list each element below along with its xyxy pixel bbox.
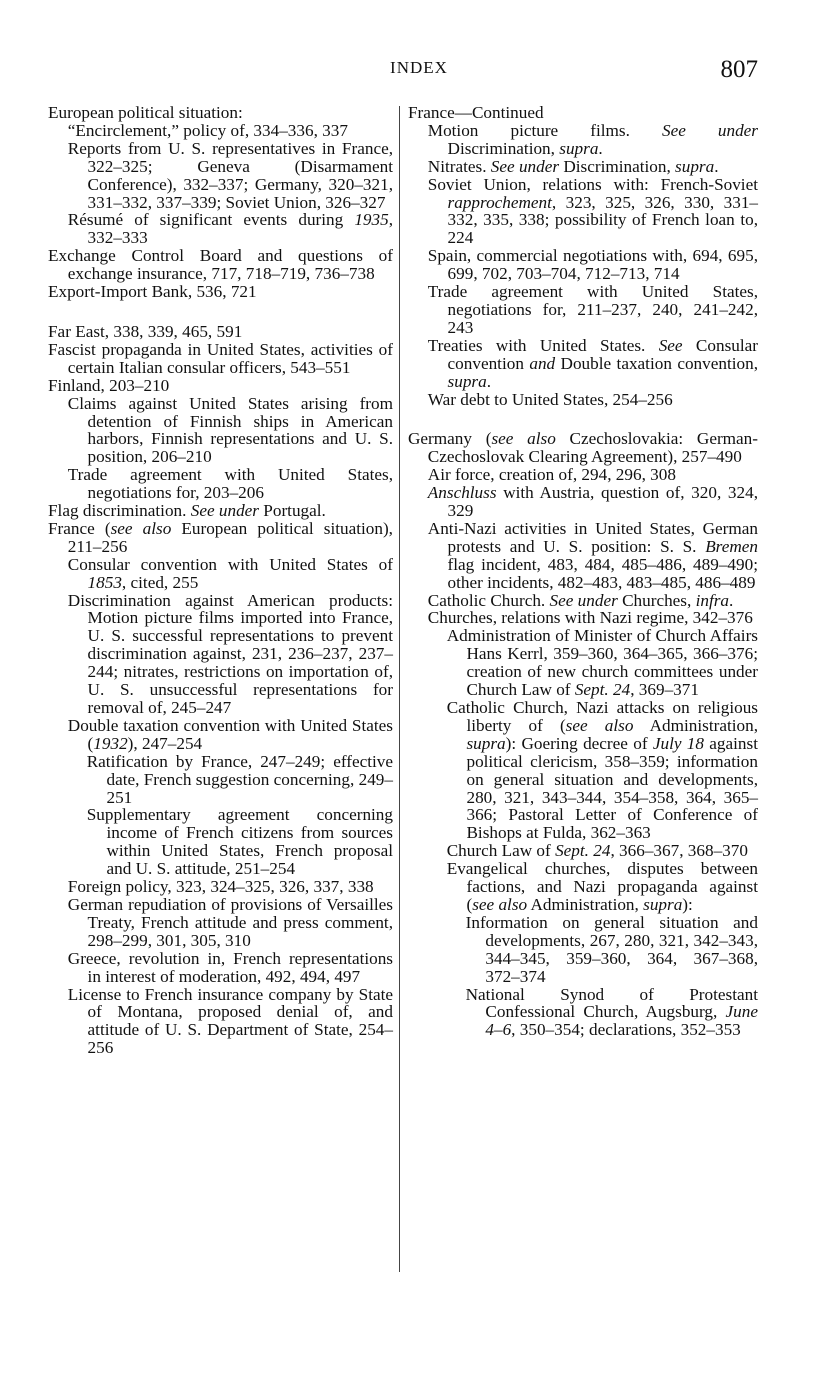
- index-entry: Church Law of Sept. 24, 366–367, 368–370: [446, 841, 748, 861]
- index-entry: Air force, creation of, 294, 296, 308: [427, 465, 676, 485]
- index-entry: France (see also European political situation), 211–256: [48, 518, 393, 556]
- index-entry: Fascist propaganda in United States, activities of certain Italian consular officers, 543–551: [48, 339, 393, 377]
- index-entry: France—Continued: [408, 103, 544, 122]
- index-entry: Double taxation convention with United States (1932), 247–254: [67, 715, 393, 753]
- index-entry: License to French insurance company by State of Montana, proposed denial of, and attitude of U. S. Department of State, 254–256: [67, 984, 393, 1058]
- index-entry: Exchange Control Board and questions of exchange insurance, 717, 718–719, 736–738: [48, 246, 393, 284]
- section-gap: [48, 301, 393, 323]
- index-entry: Evangelical churches, disputes between factions, and Nazi propaganda against (see also Administration, supra):: [446, 859, 758, 914]
- index-entry: Spain, commercial negotiations with, 694, 695, 699, 702, 703–704, 712–713, 714: [427, 246, 758, 284]
- running-head: INDEX: [390, 58, 448, 77]
- index-entry: Churches, relations with Nazi regime, 342–376: [427, 608, 753, 628]
- column-divider: [399, 106, 400, 1272]
- index-entry: Soviet Union, relations with: French-Soviet rapprochement, 323, 325, 326, 330, 331–332, 335, 338; possibility of French loan to, 224: [427, 174, 758, 248]
- page-number: 807: [720, 56, 758, 83]
- index-entry: Foreign policy, 323, 324–325, 326, 337, 338: [67, 877, 374, 897]
- index-entry: Anschluss with Austria, question of, 320, 324, 329: [427, 483, 758, 521]
- index-entry: War debt to United States, 254–256: [427, 389, 673, 409]
- index-entry: Finland, 203–210: [48, 375, 170, 395]
- index-entry: Trade agreement with United States, negotiations for, 203–206: [67, 465, 393, 503]
- index-entry: Flag discrimination. See under Portugal.: [48, 501, 326, 521]
- index-entry: Supplementary agreement concerning income of French citizens from sources within United States, French proposal and U. S. attitude, 251–254: [86, 805, 393, 879]
- index-entry: Treaties with United States. See Consular convention and Double taxation convention, supra.: [427, 335, 758, 391]
- index-entry: Catholic Church. See under Churches, infra.: [427, 590, 734, 610]
- index-entry: Catholic Church, Nazi attacks on religious liberty of (see also Administration, supra): Goering decree of July 18 against political clericism, 358–359; information on general situation and developments, 280, 321, 343–344, 354–358, 364, 365–366; Pastoral Letter of Conference of Bishops at Fulda, 362–363: [446, 698, 758, 843]
- index-entry: Greece, revolution in, French representations in interest of moderation, 492, 494, 497: [67, 948, 393, 986]
- index-entry: Germany (see also Czechoslovakia: German-Czechoslovak Clearing Agreement), 257–490: [408, 429, 758, 467]
- index-entry: Information on general situation and developments, 267, 280, 321, 342–343, 344–345, 359–360, 364, 367–368, 372–374: [465, 912, 758, 986]
- index-entry: Trade agreement with United States, negotiations for, 211–237, 240, 241–242, 243: [427, 282, 758, 337]
- index-entry: Administration of Minister of Church Affairs Hans Kerrl, 359–360, 364–365, 366–376; creation of new church committees under Church Law of Sept. 24, 369–371: [446, 626, 758, 700]
- index-entry: European political situation:: [48, 103, 243, 122]
- index-entry: Discrimination against American products: Motion picture films imported into France, U. S. successful representations to prevent discrimination against, 231, 236–237, 237–244; nitrates, restrictions on importation of, U. S. unsuccessful representations for removal of, 245–247: [67, 590, 393, 717]
- index-entry: Nitrates. See under Discrimination, supra.: [427, 156, 719, 176]
- section-gap: [408, 408, 758, 430]
- index-entry: Far East, 338, 339, 465, 591: [48, 321, 243, 341]
- index-entry: Ratification by France, 247–249; effective date, French suggestion concerning, 249–251: [86, 751, 393, 807]
- index-entry: German repudiation of provisions of Versailles Treaty, French attitude and press comment, 298–299, 301, 305, 310: [67, 894, 393, 950]
- left-column: [48, 104, 393, 1057]
- index-entry: National Synod of Protestant Confessional Church, Augsburg, June 4–6, 350–354; declarations, 352–353: [465, 984, 758, 1040]
- index-entry: “Encirclement,” policy of, 334–336, 337: [67, 120, 348, 140]
- index-entry: Résumé of significant events during 1935, 332–333: [67, 210, 393, 248]
- index-entry: Consular convention with United States of 1853, cited, 255: [67, 554, 393, 592]
- index-entry: Reports from U. S. representatives in France, 322–325; Geneva (Disarmament Conference), 332–337; Germany, 320–321, 331–332, 337–339; Soviet Union, 326–327: [67, 138, 393, 212]
- index-entry: Anti-Nazi activities in United States, German protests and U. S. position: S. S. Bremen flag incident, 483, 484, 485–486, 489–490; other incidents, 482–483, 483–485, 486–489: [427, 518, 758, 592]
- index-entry: Export-Import Bank, 536, 721: [48, 282, 257, 302]
- right-column: [408, 104, 758, 1039]
- index-entry: Motion picture films. See under Discrimination, supra.: [427, 120, 758, 158]
- index-entry: Claims against United States arising from detention of Finnish ships in American harbors, Finnish representations and U. S. position, 206–210: [67, 393, 393, 467]
